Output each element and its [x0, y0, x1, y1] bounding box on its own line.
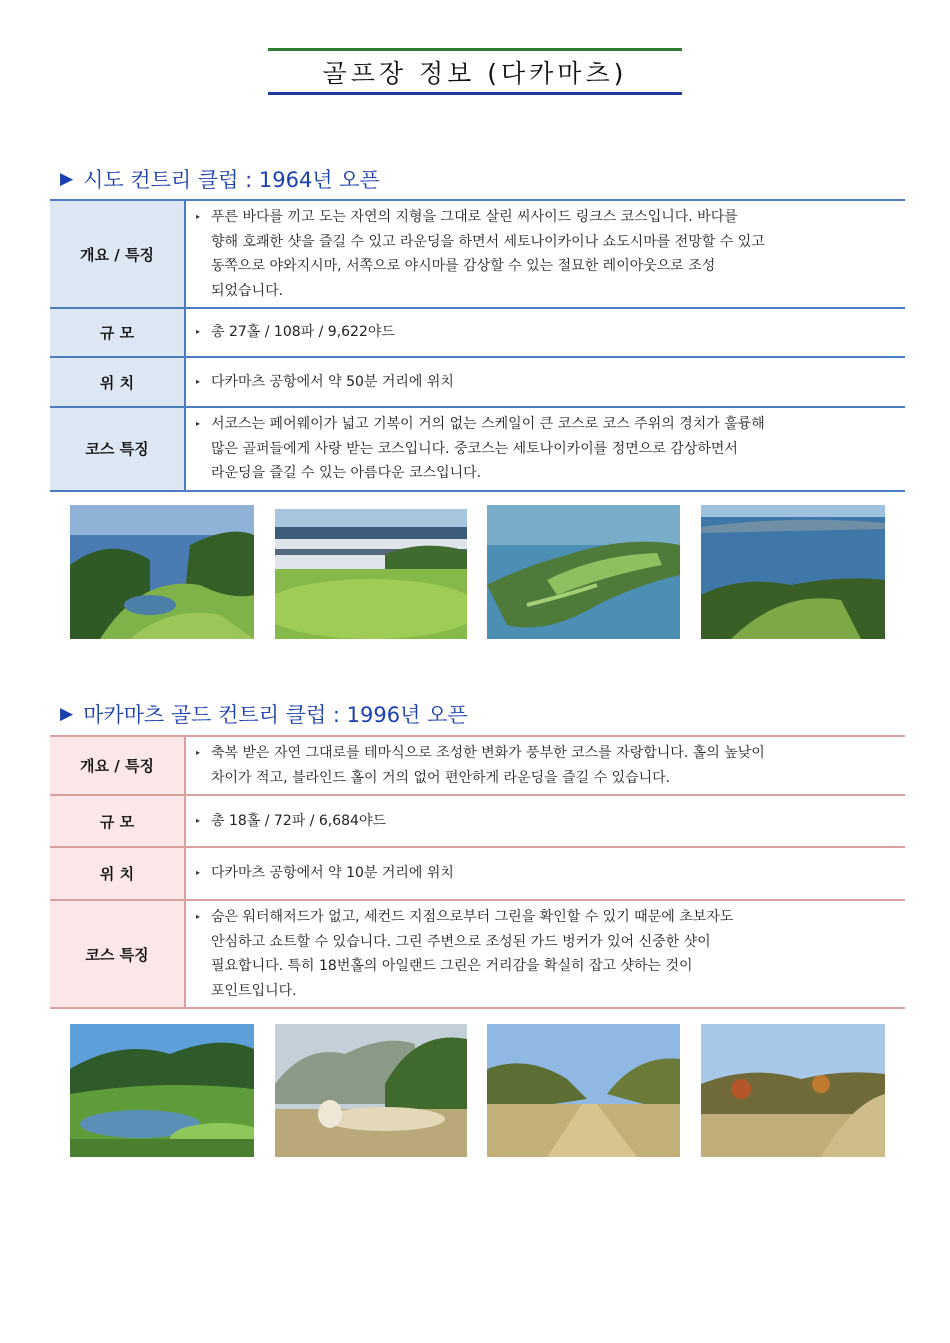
row-content: [185, 357, 905, 407]
triangle-right-icon: ▶: [60, 169, 74, 189]
bullet-icon: ▸: [196, 419, 201, 428]
table-row: [50, 900, 905, 1008]
club-2-heading: [60, 699, 468, 729]
club-2-info-table: [50, 735, 905, 1009]
triangle-right-icon: ▶: [60, 704, 74, 724]
club-1-info-table: [50, 199, 905, 492]
club-1-heading: [60, 164, 380, 194]
document-title-text: 골프장 정보 (다카마츠): [322, 58, 628, 88]
content-line: 총 27홀 / 108파 / 9,622야드: [211, 324, 395, 341]
table-row: [50, 308, 905, 357]
content-line: 라운딩을 즐길 수 있는 아름다운 코스입니다.: [211, 465, 482, 481]
course-photo: [701, 505, 885, 639]
content-line: 되었습니다.: [211, 282, 284, 299]
table-row: [50, 200, 905, 308]
content-line: 차이가 적고, 블라인드 홀이 거의 없어 편안하게 라운딩을 즐길 수 있습니다.: [211, 769, 671, 786]
row-label: 위 치: [50, 847, 185, 900]
content-line: 다카마츠 공항에서 약 10분 거리에 위치: [211, 865, 454, 882]
content-line: 동쪽으로 야와지시마, 서쪽으로 야시마를 감상할 수 있는 절묘한 레이아웃으로 조성: [211, 258, 716, 274]
course-photo: [70, 505, 254, 639]
document-title: [268, 48, 682, 95]
content-line: 축복 받은 자연 그대로를 테마식으로 조성한 변화가 풍부한 코스를 자랑합니다. 홀의 높낮이: [211, 745, 765, 761]
row-content: [185, 736, 905, 795]
table-row: [50, 357, 905, 407]
content-line: 많은 골퍼들에게 사랑 받는 코스입니다. 중코스는 세토나이카이를 정면으로 감상하면서: [211, 440, 738, 457]
content-line: 포인트입니다.: [211, 982, 297, 999]
content-line: 총 18홀 / 72파 / 6,684야드: [211, 812, 387, 829]
course-photo: [275, 1024, 467, 1157]
content-line: 숨은 워터해저드가 없고, 세컨드 지점으로부터 그린을 확인할 수 있기 때문에 초보자도: [211, 909, 734, 925]
row-label: 규 모: [50, 308, 185, 357]
bullet-icon: ▸: [196, 868, 201, 878]
club-1-heading-text: 시도 컨트리 클럽 : 1964년 오픈: [83, 168, 380, 192]
row-content: [185, 200, 905, 308]
content-line: 향해 호쾌한 샷을 즐길 수 있고 라운딩을 하면서 세토나이카이나 쇼도시마를 전망할 수 있고: [211, 233, 765, 250]
club-2-heading-text: 마카마츠 골드 컨트리 클럽 : 1996년 오픈: [83, 703, 468, 727]
course-photo: [487, 505, 680, 639]
content-line: 안심하고 쇼트할 수 있습니다. 그린 주변으로 조성된 가드 벙커가 있어 신중한 샷이: [211, 933, 711, 950]
row-label: 코스 특징: [50, 900, 185, 1008]
table-row: [50, 795, 905, 847]
course-photo: [70, 1024, 254, 1157]
content-line: 푸른 바다를 끼고 도는 자연의 지형을 그대로 살린 씨사이드 링크스 코스입니다. 바다를: [211, 209, 738, 225]
bullet-icon: ▸: [196, 912, 201, 921]
row-label: 위 치: [50, 357, 185, 407]
content-line: 다카마츠 공항에서 약 50분 거리에 위치: [211, 373, 454, 390]
bullet-icon: ▸: [196, 748, 201, 757]
bullet-icon: ▸: [196, 212, 201, 221]
course-photo: [275, 509, 467, 639]
row-content: [185, 847, 905, 900]
content-line: 필요합니다. 특히 18번홀의 아일랜드 그린은 거리감을 확실히 잡고 샷하는 것이: [211, 958, 693, 974]
row-content: [185, 308, 905, 357]
row-content: [185, 407, 905, 491]
table-row: [50, 847, 905, 900]
table-row: [50, 736, 905, 795]
table-row: [50, 407, 905, 491]
row-label: 코스 특징: [50, 407, 185, 491]
row-content: [185, 795, 905, 847]
bullet-icon: ▸: [196, 815, 201, 825]
course-photo: [487, 1024, 680, 1157]
row-content: [185, 900, 905, 1008]
bullet-icon: ▸: [196, 376, 201, 386]
course-photo: [701, 1024, 885, 1157]
row-label: 규 모: [50, 795, 185, 847]
row-label: 개요 / 특징: [50, 736, 185, 795]
row-label: 개요 / 특징: [50, 200, 185, 308]
bullet-icon: ▸: [196, 327, 201, 337]
content-line: 서코스는 페어웨이가 넓고 기복이 거의 없는 스케일이 큰 코스로 코스 주위의 경치가 훌륭해: [211, 416, 765, 432]
